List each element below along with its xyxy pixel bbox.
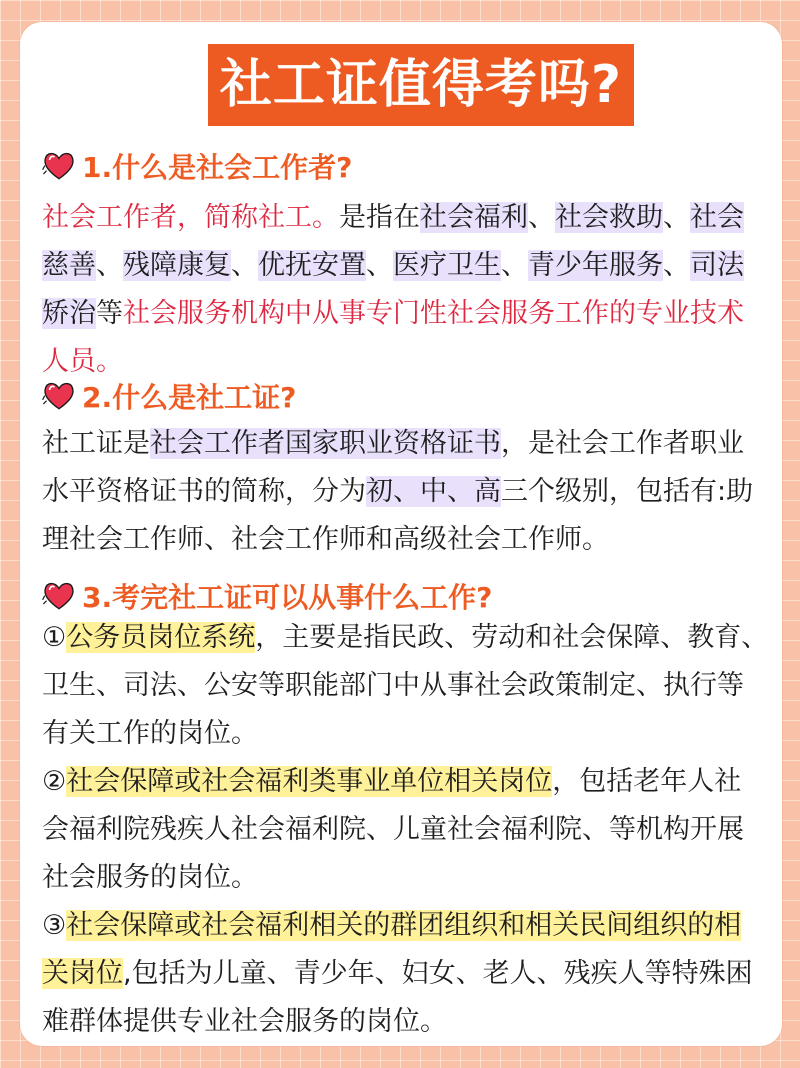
list-item-line: 有关工作的岗位。 [42,718,258,749]
list-item-line: 难群体提供专业社会服务的岗位。 [42,1006,447,1037]
red-text: 社会服务机构中从事专门性社会服务工作的专业技术 [123,298,744,329]
text: 、 [663,250,690,281]
highlight: 慈善 [42,250,96,281]
text: 社工证是 [42,428,150,459]
highlight: 医疗卫生 [393,250,501,281]
section-3-heading [42,574,492,618]
highlight: 关岗位 [42,958,123,989]
heart-icon [42,579,76,613]
text: 、 [96,250,123,281]
highlight: 社会 [690,202,744,233]
highlight: 公务员岗位系统 [66,622,256,653]
list-item-line [42,950,766,998]
text: 水平资格证书的简称，分为 [42,476,366,507]
red-text: 人员。 [42,346,123,377]
text: 、 [501,250,528,281]
highlight: 矫治 [42,298,96,329]
heart-icon [42,149,76,183]
text-line [42,516,766,564]
text-line [42,420,766,468]
text: 等 [96,298,123,329]
text: ，主要是指民政、劳动和社会保障、教育、 [255,622,769,653]
section-3-heading-text: 3.考完社工证可以从事什么工作? [82,581,493,614]
list-item-line: 社会服务的岗位。 [42,862,258,893]
circled-number: ③ [42,910,67,941]
text: 、 [366,250,393,281]
highlight: 司法 [690,250,744,281]
list-item-line [42,758,766,806]
text: 、 [663,202,690,233]
text-line [42,468,766,516]
list-item-line: 卫生、司法、公安等职能部门中从事社会政策制定、执行等 [42,670,744,701]
text-line [42,242,766,290]
highlight: 社会福利 [420,202,528,233]
text: 三个级别，包括有:助 [501,476,754,507]
section-1-paragraph [42,194,766,386]
page-title: 社工证值得考吗? [208,44,634,126]
text: 、 [528,202,555,233]
highlight: 青少年服务 [528,250,663,281]
highlight: 初、中、高 [366,476,501,507]
text: 是指在 [339,202,420,233]
highlight: 社会保障或社会福利类事业单位相关岗位 [66,766,553,797]
red-text: 社会工作者，简称社工。 [42,202,339,233]
text: 、 [231,250,258,281]
text: ，包括老年人社 [552,766,742,797]
section-3-paragraph [42,614,769,1046]
highlight: 社会保障或社会福利相关的群团组织和相关民间组织的相 [66,910,742,941]
section-2-heading [42,374,296,418]
section-2-paragraph [42,420,766,564]
circled-number: ① [42,622,67,653]
highlight: 社会工作者国家职业资格证书 [150,428,501,459]
list-item-line: 会福利院残疾人社会福利院、儿童社会福利院、等机构开展 [42,814,744,845]
section-1-heading [42,144,352,188]
highlight: 优抚安置 [258,250,366,281]
highlight: 社会救助 [555,202,663,233]
content-card [20,22,782,1046]
text: ,包括为儿童、青少年、妇女、老人、残疾人等特殊困 [123,958,753,989]
text-line [42,194,766,242]
section-2-heading-text: 2.什么是社工证? [82,381,297,414]
text: ，是社会工作者职业 [501,428,744,459]
list-item-line [42,614,769,662]
list-item-line [42,902,766,950]
text-line [42,290,766,338]
text: 理社会工作师、社会工作师和高级社会工作师。 [42,524,609,555]
highlight: 残障康复 [123,250,231,281]
heart-icon [42,379,76,413]
section-1-heading-text: 1.什么是社会工作者? [82,151,353,184]
circled-number: ② [42,766,67,797]
